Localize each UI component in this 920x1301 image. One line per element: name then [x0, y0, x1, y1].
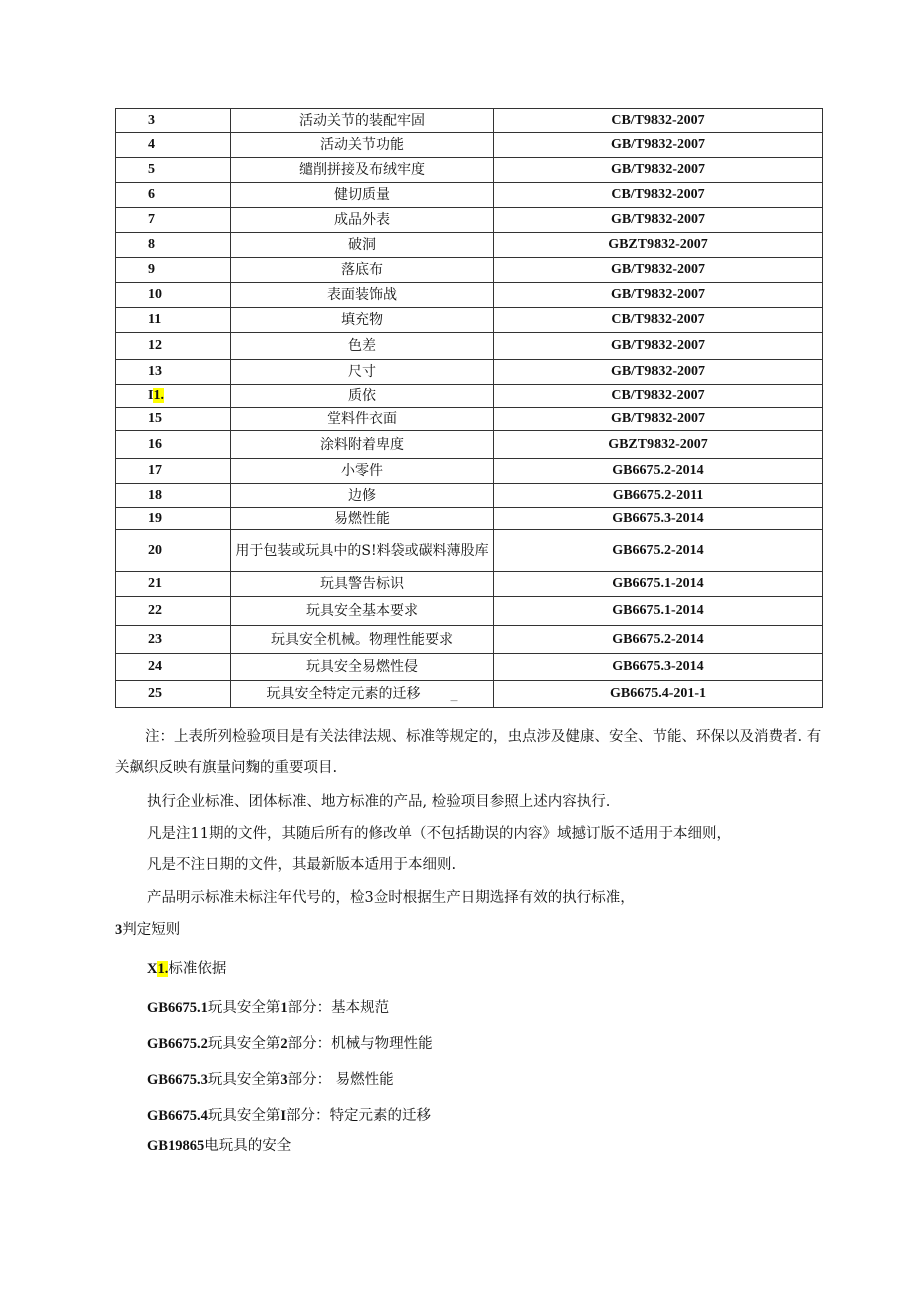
table-row — [116, 681, 823, 708]
standard-code: GB19865 — [147, 1138, 205, 1154]
row-number: 3 — [116, 109, 231, 133]
row-item: 玩具安全基本要求 — [231, 597, 494, 626]
row-item: 用于包装或玩具中的S!料袋或碳料薄股库 — [231, 530, 494, 572]
standard-title: 玩具安全第 — [207, 1108, 281, 1124]
row-standard: GB6675.1-2014 — [494, 597, 823, 626]
table-row — [116, 572, 823, 597]
table-row — [116, 283, 823, 308]
subsection-prefix: X — [147, 961, 158, 977]
note-4: 凡是不注日期的文件，其最新版本适用于本细则. — [147, 857, 457, 873]
row-item-mark: _ — [450, 686, 458, 702]
row-standard: GB6675.2-2014 — [494, 459, 823, 484]
row-standard: CB/T9832-2007 — [494, 385, 823, 408]
standard-reference — [147, 1104, 431, 1125]
standard-reference — [147, 996, 389, 1017]
row-number: 13 — [116, 360, 231, 385]
note-1: 注：上表所列检验项目是有关法律法规、标准等规定的，虫点涉及健康、安全、节能、环保以及消费者. 有关飙织反映有旗量问麴的重要项目. — [115, 729, 822, 776]
notes-block — [115, 722, 825, 784]
row-item: 落底布 — [231, 258, 494, 283]
row-item: 玩具安全易燃性侵 — [231, 654, 494, 681]
row-standard: GBZT9832-2007 — [494, 233, 823, 258]
row-item: 缱削拼接及布绒牢度 — [231, 158, 494, 183]
standard-title: 玩具安全第 — [207, 1072, 281, 1088]
row-item: 易燃性能 — [231, 508, 494, 530]
row-item: 小零件 — [231, 459, 494, 484]
row-standard: GB/T9832-2007 — [494, 408, 823, 431]
row-item: 边修 — [231, 484, 494, 508]
note-5: 产品明示标准未标注年代号的，检3佥时根据生产日期选择有效的执行标准， — [147, 890, 635, 906]
row-item: 玩具安全特定元素的迁移 _ — [231, 681, 494, 708]
table-row — [116, 508, 823, 530]
row-item: 涂料附着卑度 — [231, 431, 494, 459]
row-number: 8 — [116, 233, 231, 258]
row-standard: GB6675.4-201-1 — [494, 681, 823, 708]
table-row — [116, 258, 823, 283]
row-item: 健切质量 — [231, 183, 494, 208]
standard-description: 部分：机械与物理性能 — [287, 1036, 433, 1052]
row-number: 10 — [116, 283, 231, 308]
row-number: 25 — [116, 681, 231, 708]
table-row — [116, 208, 823, 233]
standard-part: I — [280, 1108, 286, 1124]
inspection-items-table — [115, 108, 823, 708]
row-standard: CB/T9832-2007 — [494, 109, 823, 133]
row-number: 20 — [116, 530, 231, 572]
row-standard: GB/T9832-2007 — [494, 360, 823, 385]
standard-description: 部分：基本规范 — [287, 1000, 390, 1016]
row-item: 堂料件衣面 — [231, 408, 494, 431]
section-heading-text: 判定短则 — [122, 922, 181, 938]
row-item: 质依 — [231, 385, 494, 408]
table-row — [116, 484, 823, 508]
table-row — [116, 360, 823, 385]
row-number: 21 — [116, 572, 231, 597]
standard-part: 1 — [280, 1000, 288, 1016]
row-standard: GBZT9832-2007 — [494, 431, 823, 459]
row-number: 11 — [116, 308, 231, 333]
row-number: 24 — [116, 654, 231, 681]
section-heading — [115, 918, 180, 939]
row-number: 17 — [116, 459, 231, 484]
row-item: 玩具警告标识 — [231, 572, 494, 597]
standard-part: 2 — [280, 1036, 288, 1052]
table-row — [116, 308, 823, 333]
standard-code: GB6675.3 — [147, 1072, 208, 1088]
table-row — [116, 431, 823, 459]
row-standard: GB/T9832-2007 — [494, 258, 823, 283]
table-row — [116, 158, 823, 183]
standard-code: GB6675.1 — [147, 1000, 208, 1016]
table-row — [116, 626, 823, 654]
row-standard: GB6675.2-2014 — [494, 530, 823, 572]
row-number: 23 — [116, 626, 231, 654]
standard-reference — [147, 1068, 394, 1089]
row-number: 7 — [116, 208, 231, 233]
table-row — [116, 133, 823, 158]
row-number-highlight: 1. — [153, 388, 164, 403]
subsection-highlight: 1. — [157, 961, 169, 977]
standard-title: 玩具安全第 — [207, 1000, 281, 1016]
standard-code: GB6675.4 — [147, 1108, 208, 1124]
row-standard: CB/T9832-2007 — [494, 308, 823, 333]
row-standard: GB6675.2-2014 — [494, 626, 823, 654]
table-row — [116, 183, 823, 208]
standard-part: 3 — [280, 1072, 288, 1088]
row-item: 色差 — [231, 333, 494, 360]
row-item: 破洞 — [231, 233, 494, 258]
table-row — [116, 408, 823, 431]
row-number: 4 — [116, 133, 231, 158]
standard-title: 电玩具的安全 — [204, 1138, 292, 1154]
row-standard: GB6675.3-2014 — [494, 654, 823, 681]
table-row — [116, 530, 823, 572]
row-standard: GB/T9832-2007 — [494, 333, 823, 360]
standard-reference — [147, 1134, 291, 1155]
row-number: 19 — [116, 508, 231, 530]
row-number: 22 — [116, 597, 231, 626]
row-number: 16 — [116, 431, 231, 459]
row-number: 6 — [116, 183, 231, 208]
section-heading-number: 3 — [115, 922, 123, 938]
row-standard: GB/T9832-2007 — [494, 133, 823, 158]
table-row — [116, 385, 823, 408]
row-standard: GB/T9832-2007 — [494, 158, 823, 183]
row-item: 填充物 — [231, 308, 494, 333]
table-row — [116, 654, 823, 681]
row-item: 成品外表 — [231, 208, 494, 233]
row-number: 18 — [116, 484, 231, 508]
row-item: 尺寸 — [231, 360, 494, 385]
row-standard: GB/T9832-2007 — [494, 283, 823, 308]
table-row — [116, 109, 823, 133]
subsection-heading — [147, 957, 226, 978]
note-3: 凡是注11期的文件，其随后所有的修改单（不包括勘误的内容》域撼订版不适用于本细则， — [147, 826, 731, 842]
row-item: 表面装饰战 — [231, 283, 494, 308]
row-standard: CB/T9832-2007 — [494, 183, 823, 208]
row-standard: GB/T9832-2007 — [494, 208, 823, 233]
row-number-prefix: I — [148, 388, 154, 403]
row-number: 9 — [116, 258, 231, 283]
row-item: 玩具安全机械。物理性能要求 — [231, 626, 494, 654]
table-row — [116, 459, 823, 484]
row-number: 15 — [116, 408, 231, 431]
row-number: 12 — [116, 333, 231, 360]
standard-description: 部分： 易燃性能 — [287, 1072, 394, 1088]
subsection-text: 标准依据 — [168, 961, 227, 977]
standard-reference — [147, 1032, 433, 1053]
table-row — [116, 597, 823, 626]
standard-title: 玩具安全第 — [207, 1036, 281, 1052]
row-standard: GB6675.1-2014 — [494, 572, 823, 597]
row-standard: GB6675.2-2011 — [494, 484, 823, 508]
note-2: 执行企业标准、团体标准、地方标准的产品, 检验项目参照上述内容执行. — [147, 794, 611, 810]
standard-description: 部分：特定元素的迁移 — [285, 1108, 431, 1124]
row-number — [116, 385, 231, 408]
row-standard: GB6675.3-2014 — [494, 508, 823, 530]
row-item: 活动关节功能 — [231, 133, 494, 158]
row-item: 活动关节的装配牢固 — [231, 109, 494, 133]
table-row — [116, 233, 823, 258]
table-row — [116, 333, 823, 360]
standard-code: GB6675.2 — [147, 1036, 208, 1052]
row-number: 5 — [116, 158, 231, 183]
